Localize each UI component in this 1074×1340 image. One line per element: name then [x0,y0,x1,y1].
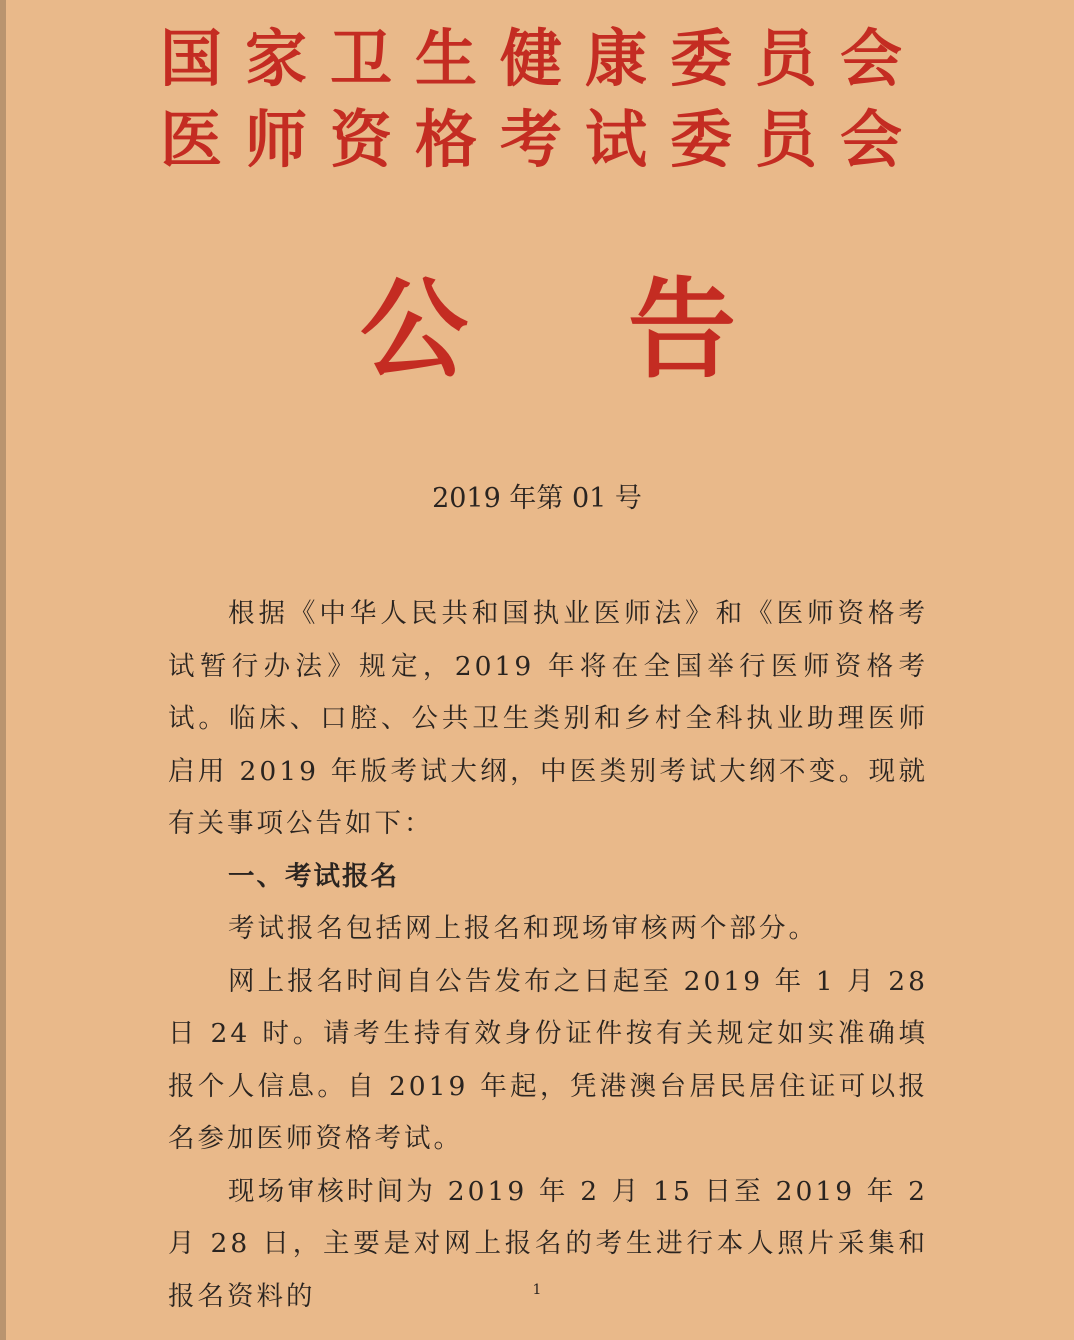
title-char-2: 告 [628,267,737,393]
section-heading-registration: 一、考试报名 [228,860,399,892]
paragraph-registration-parts: 考试报名包括网上报名和现场审核两个部分。 [228,913,818,944]
paragraph-onsite-review: 现场审核时间为 2019 年 2 月 15 日至 2019 年 2 月 28 日，主要是对网上报名的考生进行本人照片采集和报名资料的 [168,1175,928,1312]
issuer-line-1: 国家卫生健康委员会 [160,22,926,95]
page-number: 1 [532,1282,542,1298]
document-body [168,588,928,1323]
document-number: 2019 年第 01 号 [432,483,642,514]
title-char-1: 公 [360,267,469,393]
paragraph-online-registration: 网上报名时间自公告发布之日起至 2019 年 1 月 28 日 24 时。请考生持有效身份证件按有关规定如实准确填报个人信息。自 2019 年起，凭港澳台居民居住证可以报名参加医师资格考试。 [168,965,928,1154]
issuer-line-2: 医师资格考试委员会 [160,103,926,176]
page-edge [0,0,6,1340]
paragraph-intro: 根据《中华人民共和国执业医师法》和《医师资格考试暂行办法》规定，2019 年将在全国举行医师资格考试。临床、口腔、公共卫生类别和乡村全科执业助理医师启用 2019 年版考试大纲，中医类别考试大纲不变。现就有关事项公告如下： [168,598,928,839]
announcement-title [0,267,1074,393]
